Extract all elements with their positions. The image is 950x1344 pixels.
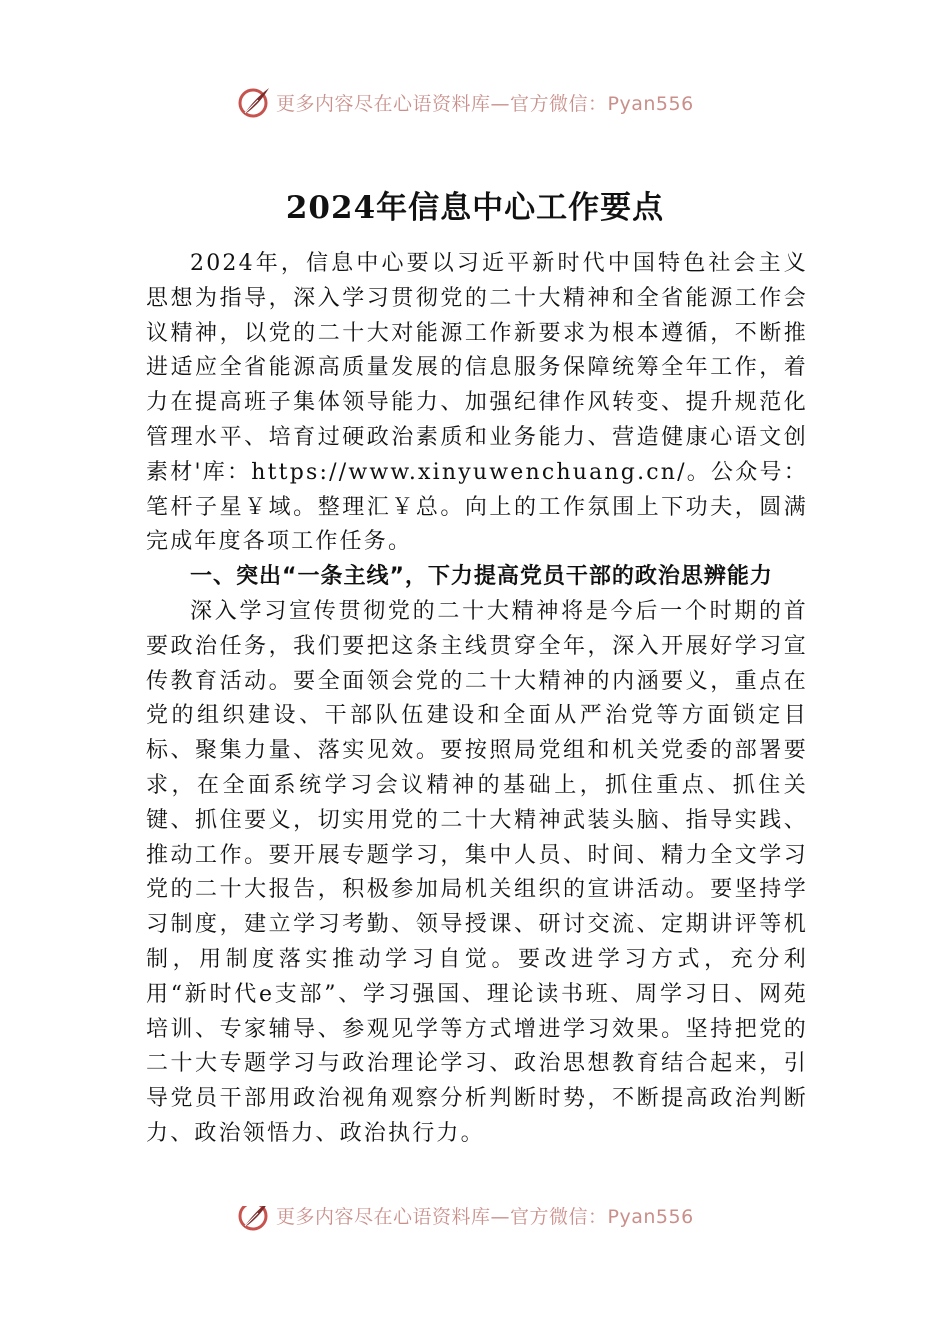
- header-watermark: [236, 82, 694, 122]
- watermark-text: 更多内容尽在心语资料库—官方微信：Pyan556: [276, 1206, 694, 1228]
- document-body: [146, 247, 808, 1152]
- intro-paragraph: 2024年，信息中心要以习近平新时代中国特色社会主义思想为指导，深入学习贯彻党的二十大精神和全省能源工作会议精神，以党的二十大对能源工作新要求为根本遵循，不断推进适应全省能源高质量发展的信息服务保障统筹全年工作，着力在提高班子集体领导能力、加强纪律作风转变、提升规范化管理水平、培育过硬政治素质和业务能力、营造健康心语文创素材'库：https://www.xinyuwenchuang.cn/。公众号：笔杆子星￥域。整理汇￥总。向上的工作氛围上下功夫，圆满完成年度各项工作任务。: [146, 251, 808, 555]
- watermark-text: 更多内容尽在心语资料库—官方微信：Pyan556: [276, 92, 694, 115]
- quill-pen-logo-icon: [236, 84, 272, 120]
- document-title: 2024年信息中心工作要点: [285, 190, 665, 226]
- footer-watermark: [236, 1206, 694, 1236]
- section-heading-1: 一、突出“一条主线”，下力提高党员干部的政治思辨能力: [190, 564, 773, 590]
- quill-pen-logo-icon: [236, 1206, 272, 1233]
- section-1-paragraph: 深入学习宣传贯彻党的二十大精神将是今后一个时期的首要政治任务，我们要把这条主线贯穿全年，深入开展好学习宣传教育活动。要全面领会党的二十大精神的内涵要义，重点在党的组织建设、干部队伍建设和全面从严治党等方面锁定目标、聚集力量、落实见效。要按照局党组和机关党委的部署要求，在全面系统学习会议精神的基础上，抓住重点、抓住关键、抓住要义，切实用党的二十大精神武装头脑、指导实践、推动工作。要开展专题学习，集中人员、时间、精力全文学习党的二十大报告，积极参加局机关组织的宣讲活动。要坚持学习制度，建立学习考勤、领导授课、研讨交流、定期讲评等机制，用制度落实推动学习自觉。要改进学习方式，充分利用“新时代e支部”、学习强国、理论读书班、周学习日、网苑培训、专家辅导、参观见学等方式增进学习效果。坚持把党的二十大专题学习与政治理论学习、政治思想教育结合起来，引导党员干部用政治视角观察分析判断时势，不断提高政治判断力、政治领悟力、政治执行力。: [146, 598, 808, 1146]
